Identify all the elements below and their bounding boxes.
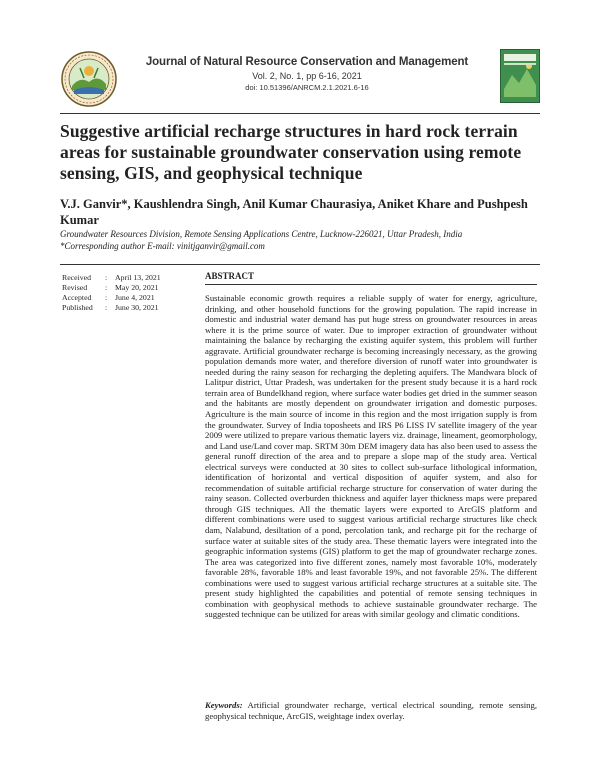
journal-header (60, 44, 540, 114)
date-label: Published (62, 303, 93, 312)
date-row-published (62, 303, 202, 313)
date-label: Received (62, 273, 92, 282)
date-separator: : (105, 273, 108, 282)
keywords-label: Keywords: (205, 700, 243, 710)
date-value: June 4, 2021 (115, 293, 155, 302)
journal-cover-icon (500, 49, 540, 103)
abstract-heading: ABSTRACT (205, 271, 255, 281)
author-list: V.J. Ganvir*, Kaushlendra Singh, Anil Kumar Chaurasiya, Aniket Khare and Pushpesh Kumar (60, 197, 528, 227)
date-value: May 20, 2021 (115, 283, 159, 292)
journal-doi: doi: 10.51396/ANRCM.2.1.2021.6-16 (245, 83, 369, 92)
abstract-divider (205, 284, 537, 285)
date-label: Revised (62, 283, 88, 292)
affiliation: Groundwater Resources Division, Remote Sensing Applications Centre, Lucknow-226021, Uttar Pradesh, India (60, 229, 463, 239)
date-row-revised (62, 283, 202, 293)
keywords-text: Artificial groundwater recharge, vertical electrical sounding, remote sensing, geophysical technique, ArcGIS, weightage index overlay. (205, 700, 537, 721)
date-label: Accepted (62, 293, 92, 302)
abstract-body: Sustainable economic growth requires a reliable supply of water for energy, agriculture, drinking, and other household functions for the growing population. The rapid increase in domestic and industrial water demand has put huge stress on groundwater resources in areas where it is the prime source of water. Due to improper extraction of groundwater without maintaining the balance by recharging the existing aquifer system, this problem will further aggravate. Artificial groundwater recharge is becoming increasingly necessary, as the growing population demands more water, and therefore diversion of runoff water into groundwater is needed during the rainy season for recharging the depleting aquifers. The Mandwara block of Lalitpur district, Uttar Pradesh, was undertaken for the present study because it is a hard rock terrain area of Bundelkhand region, where surface water bodies get dried in the summer season and the habitants are mostly dependent on groundwater irrigation and domestic purposes. Agriculture is the main source of income in this region and the most irrigation supply is from the groundwater. Survey of India toposheets and IRS P6 LISS IV satellite imagery of the year 2009 were utilized to prepare various thematic layers viz. drainage, lineament, geomorphology, and Land use/Land cover map. SRTM 30m DEM imagery data has also been used to assess the general runoff direction of the area and to prepare a slope map of the study area. Vertical electrical surveys were conducted at 30 sites to collect sub-surface lithological information, identification of horizontal and vertical disposition of aquifer system, and also for recommendation of suitable artificial recharge structure for conservation of water during the rainy season. Collected overburden thickness and aquifer layer thickness maps were prepared through GIS techniques. All the thematic layers were exported to ArcGIS platform and different combinations were used to suggest various artificial recharge structures like check dam, Nalabund, desiltation of a pond, percolation tank, and recharge pit for the recharge of surface water at suitable sites of the study area. These thematic layers were integrated into the geographic information systems (GIS) platform to get the map of groundwater recharge zones. The area was categorized into five different zones, namely most favorable 10%, moderately favorable 28%, favorable 18% and least favorable 19%, and not favorable 25%. The different combinations were used to suggest various artificial recharge structures at a suitable site. The present study highlighted the capabilities and potential of remote sensing techniques in combination with geophysical methods to achieve sustainable groundwater recharge. The suggested technique can be utilized for areas with similar geology and climatic conditions. (205, 293, 537, 620)
paper-title: Suggestive artificial recharge structures in hard rock terrain areas for sustainable groundwater conservation using remote sensing, GIS, and geophysical technique (60, 121, 522, 183)
date-value: June 30, 2021 (115, 303, 159, 312)
keywords-block (205, 700, 537, 721)
journal-volume: Vol. 2, No. 1, pp 6-16, 2021 (252, 71, 362, 81)
header-divider (60, 113, 540, 114)
date-separator: : (105, 303, 108, 312)
date-value: April 13, 2021 (115, 273, 161, 282)
date-row-received (62, 273, 202, 283)
society-seal-icon (60, 50, 118, 108)
journal-name: Journal of Natural Resource Conservation and Management (145, 56, 469, 68)
date-separator: : (105, 293, 108, 302)
affiliation-block (60, 228, 540, 252)
date-separator: : (105, 283, 108, 292)
corresponding-author: *Corresponding author E-mail: vinitjganvir@gmail.com (60, 241, 265, 251)
affiliation-divider (60, 264, 540, 265)
article-dates (62, 273, 202, 313)
date-row-accepted (62, 293, 202, 303)
